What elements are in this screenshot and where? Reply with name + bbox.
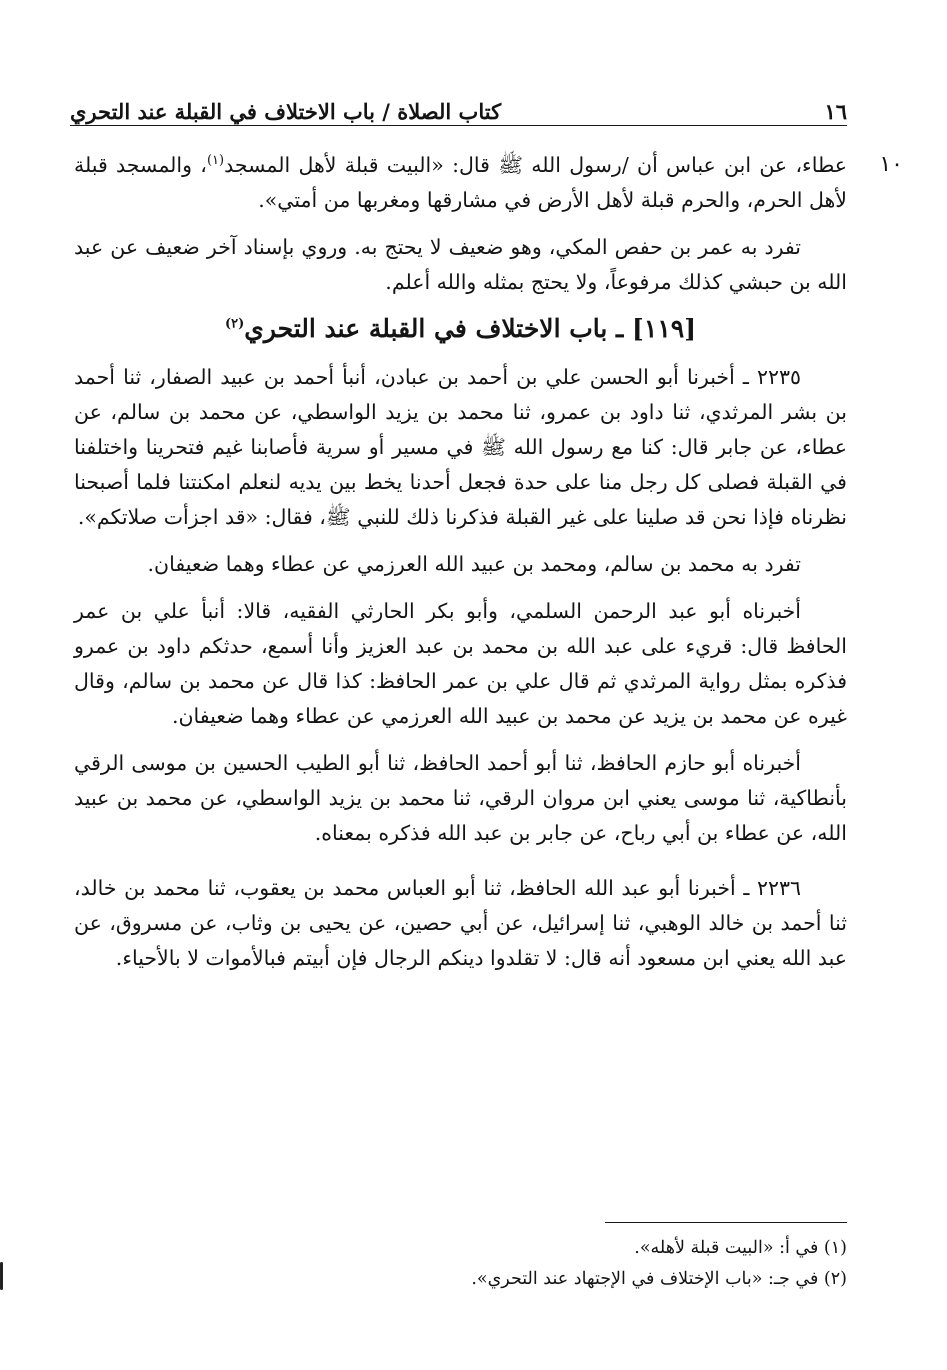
margin-line-number: ١٠ bbox=[879, 152, 903, 177]
footnote-ref-2: (٢) bbox=[224, 316, 245, 332]
running-title: كتاب الصلاة / باب الاختلاف في القبلة عند التحري bbox=[70, 101, 511, 122]
intro-text-b: ، والمسجد قبلة لأهل الحرم، والحرم قبلة لأهل الأرض في مشارقها ومغربها من أمتي». bbox=[74, 153, 847, 212]
page-header bbox=[70, 94, 847, 130]
hadith-2235-chain-2: أخبرناه أبو حازم الحافظ، ثنا أبو أحمد الحافظ، ثنا أبو الطيب الحسين بن موسى الرقي بأنطاكية، ثنا موسى يعني ابن مروان الرقي، ثنا محمد بن يزيد الواسطي، عن محمد بن عبيد الله، عن عطاء بن أبي رباح، عن جابر بن عبد الله فذكره بمعناه. bbox=[74, 751, 847, 845]
footnote-1: (١) في أ: «البيت قبلة لأهله». bbox=[634, 1238, 847, 1258]
intro-paragraph bbox=[74, 148, 847, 218]
scan-edge-mark bbox=[0, 1262, 3, 1290]
intro-commentary: تفرد به عمر بن حفص المكي، وهو ضعيف لا يحتج به. وروي بإسناد آخر ضعيف عن عبد الله بن حبشي كذلك مرفوعاً، ولا يحتج بمثله والله أعلم. bbox=[74, 235, 847, 294]
hadith-2235-chain-1: أخبرناه أبو عبد الرحمن السلمي، وأبو بكر الحارثي الفقيه، قالا: أنبأ علي بن عمر الحافظ قال: قريء على عبد الله بن محمد بن عبد العزيز وأنا أسمع، حدثكم داود بن عمرو فذكره بمثل رواية المرثدي ثم قال علي بن عمر الحافظ: كذا قال عن محمد بن سالم، وقال غيره عن محمد بن يزيد عن محمد بن عبيد الله العرزمي عن عطاء وهما ضعيفان. bbox=[74, 599, 847, 728]
chapter-heading bbox=[74, 308, 847, 350]
footnote-ref-1: (١) bbox=[206, 153, 225, 169]
header-rule bbox=[70, 125, 847, 126]
chapter-title: [١١٩] ـ باب الاختلاف في القبلة عند التحري bbox=[244, 314, 697, 343]
hadith-2236: ٢٢٣٦ ـ أخبرنا أبو عبد الله الحافظ، ثنا أبو العباس محمد بن يعقوب، ثنا محمد بن خالد، ثنا أحمد بن خالد الوهبي، ثنا إسرائيل، عن أبي حصين، عن يحيى بن وثاب، عن مسروق، عن عبد الله يعني ابن مسعود أنه قال: لا تقلدوا دينكم الرجال فإن أبيتم فبالأموات لا بالأحياء. bbox=[74, 876, 847, 970]
footnotes bbox=[74, 1222, 847, 1295]
page-number: ١٦ bbox=[814, 101, 847, 122]
footnote-2: (٢) في جـ: «باب الإختلاف في الإجتهاد عند التحري». bbox=[471, 1269, 847, 1289]
intro-text-a: عطاء، عن ابن عباس أن /رسول الله ﷺ قال: «البيت قبلة لأهل المسجد bbox=[224, 153, 847, 177]
hadith-2235-comment: تفرد به محمد بن سالم، ومحمد بن عبيد الله العرزمي عن عطاء وهما ضعيفان. bbox=[147, 552, 801, 576]
main-text bbox=[74, 148, 847, 976]
hadith-2235: ٢٢٣٥ ـ أخبرنا أبو الحسن علي بن أحمد بن عبادن، أنبأ أحمد بن عبيد الصفار، ثنا أحمد بن بشر المرثدي، ثنا داود بن عمرو، ثنا محمد بن يزيد الواسطي، عن محمد بن سالم، عن عطاء، عن جابر قال: كنا مع رسول الله ﷺ في مسير أو سرية فأصابنا غيم فتحرينا واختلفنا في القبلة فصلى كل رجل منا على حدة فجعل أحدنا يخط بين يديه لنعلم امكنتنا فلما أصبحنا نظرناه فإذا نحن قد صلينا على غير القبلة فذكرنا ذلك للنبي ﷺ، فقال: «قد اجزأت صلاتكم». bbox=[74, 365, 847, 529]
footnote-rule bbox=[605, 1222, 847, 1223]
